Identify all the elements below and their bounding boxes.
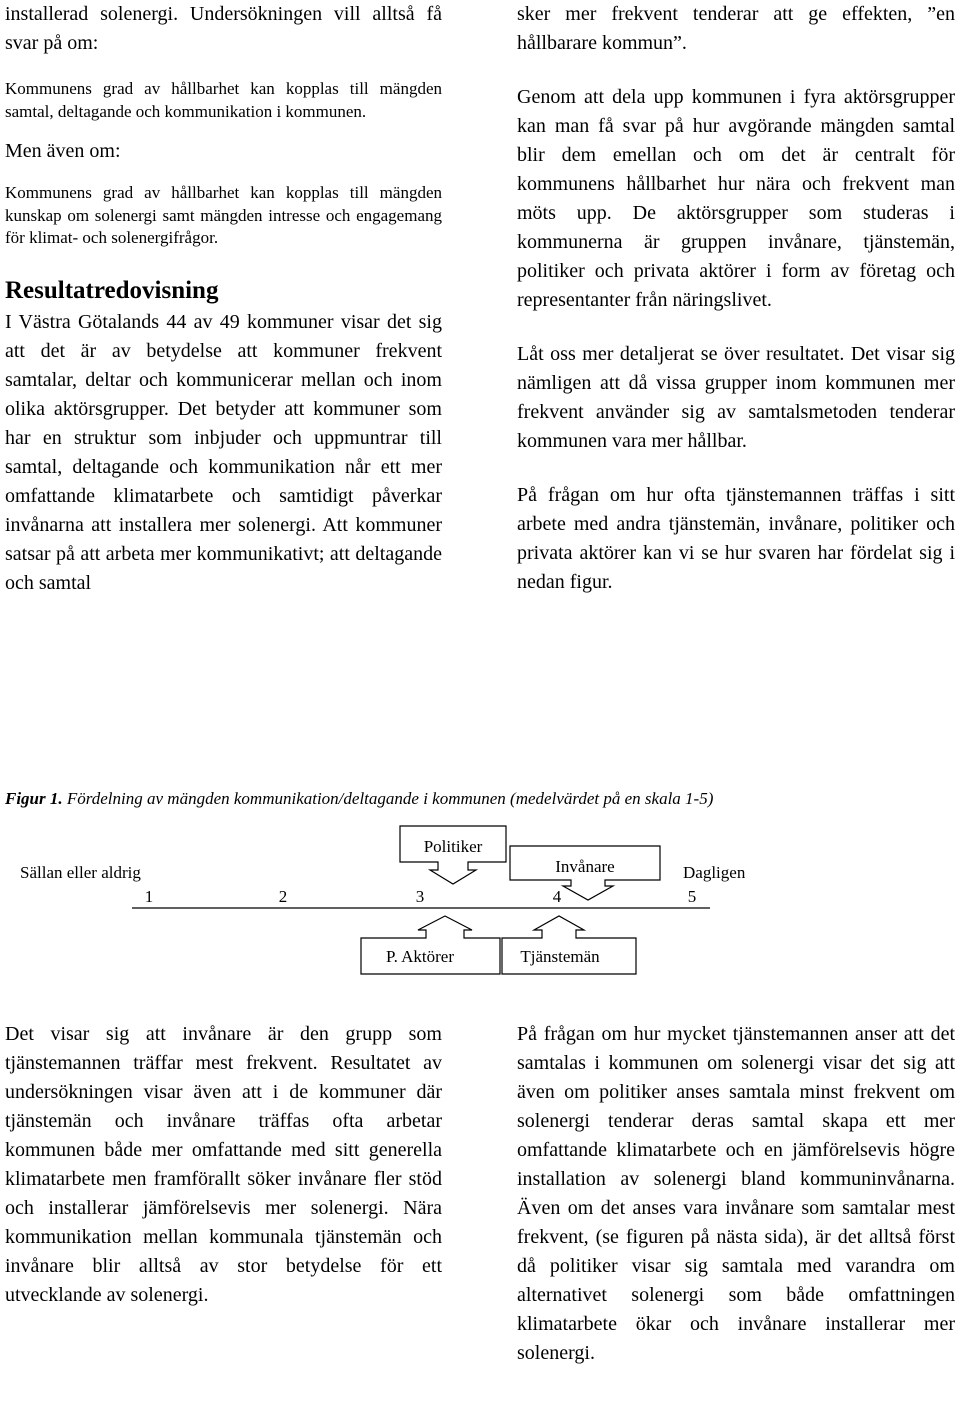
tick-label-2: 2 xyxy=(278,887,288,906)
right-column-top xyxy=(517,0,955,597)
scale-high-label: Dagligen xyxy=(683,863,746,882)
section-heading: Resultatredovisning xyxy=(5,276,219,304)
paragraph: På frågan om hur ofta tjänstemannen träffas i sitt arbete med andra tjänstemän, invånare, politiker och privata aktörer kan vi se hur svaren har fördelat sig i nedan figur. xyxy=(517,484,955,593)
scale-low-label: Sällan eller aldrig xyxy=(20,863,141,882)
right-column-bottom xyxy=(517,1020,955,1368)
figure-label: Figur 1. xyxy=(5,789,63,808)
paragraph: Låt oss mer detaljerat se över resultatet. Det visar sig nämligen att då vissa grupper inom kommunen mer frekvent använder sig av samtalsmetoden tenderar kommunen vara mer hållbar. xyxy=(517,343,955,452)
paragraph: I Västra Götalands 44 av 49 kommuner visar det sig att det är av betydelse att kommuner frekvent samtalar, deltar och kommunicerar mellan och inom olika aktörsgrupper. Det betyder att kommuner som har en struktur som inbjuder och uppmuntrar till samtal, deltagande och kommunikation når ett mer omfattande klimatarbete och samtidigt påverkar invånarna att installera mer solenergi. Att kommuner satsar på att arbeta mer kommunikativt; att deltagande och samtal xyxy=(5,310,442,594)
politiker-label: Politiker xyxy=(423,837,483,856)
paragraph: sker mer frekvent tenderar att ge effekten, ”en hållbarare kommun”. xyxy=(517,3,955,54)
paragraph: Men även om: xyxy=(5,140,121,162)
invanare-label: Invånare xyxy=(555,857,615,876)
left-column-bottom xyxy=(5,1020,442,1310)
figure-caption-text: Fördelning av mängden kommunikation/deltagande i kommunen (medelvärdet på en skala 1-5) xyxy=(66,789,714,808)
hypothesis-1: Kommunens grad av hållbarhet kan kopplas till mängden samtal, deltagande och kommunikation i kommunen. xyxy=(5,79,442,121)
scale-diagram xyxy=(0,820,960,995)
tick-label-3: 3 xyxy=(415,887,425,906)
tick-label-5: 5 xyxy=(687,887,697,906)
tick-label-4: 4 xyxy=(552,887,562,906)
paragraph: Genom att dela upp kommunen i fyra aktörsgrupper kan man få svar på hur avgörande mängden samtal blir dem emellan och om det är centralt för kommunens hållbarhet hur nära och frekvent man möts upp. De aktörsgrupper som studeras i kommunerna är gruppen invånare, tjänstemän, politiker och privata aktörer i form av företag och representanter från näringslivet. xyxy=(517,86,955,311)
tjanstemen-label: Tjänstemän xyxy=(520,947,600,966)
paragraph: På frågan om hur mycket tjänstemannen anser att det samtalas i kommunen om solenergi visar det sig att även om politiker anses samtala minst frekvent om solenergi tenderar deras samtal skapa ett mer omfattande klimatarbete och en jämförelsevis högre installation av solenergi bland kommuninvånarna. Även om det anses vara invånare som samtalar mest frekvent, (se figuren på nästa sida), är det alltså först då politiker visar sig samtala med varandra om alternativet solenergi som både omfattningen klimatarbete ökar och invånare installerar mer solenergi. xyxy=(517,1023,955,1364)
tick-label-1: 1 xyxy=(144,887,154,906)
figure-caption xyxy=(5,789,955,809)
hypothesis-2: Kommunens grad av hållbarhet kan kopplas till mängden kunskap om solenergi samt mängden intresse och engagemang för klimat- och solenergifrågor. xyxy=(5,183,442,247)
paragraph: installerad solenergi. Undersökningen vill alltså få svar på om: xyxy=(5,3,442,54)
left-column-top xyxy=(5,0,442,598)
paragraph: Det visar sig att invånare är den grupp som tjänstemannen träffar mest frekvent. Resultatet av undersökningen visar även att i de kommuner där tjänstemän och invånare träffas ofta arbetar kommunen både mer omfattande med sitt generella klimatarbete men framförallt söker invånare fler stöd och installerar jämförelsevis mer solenergi. Nära kommunikation mellan kommunala tjänstemän och invånare blir alltså av stor betydelse för ett utvecklande av solenergi. xyxy=(5,1023,442,1306)
p-aktorer-label: P. Aktörer xyxy=(386,947,454,966)
